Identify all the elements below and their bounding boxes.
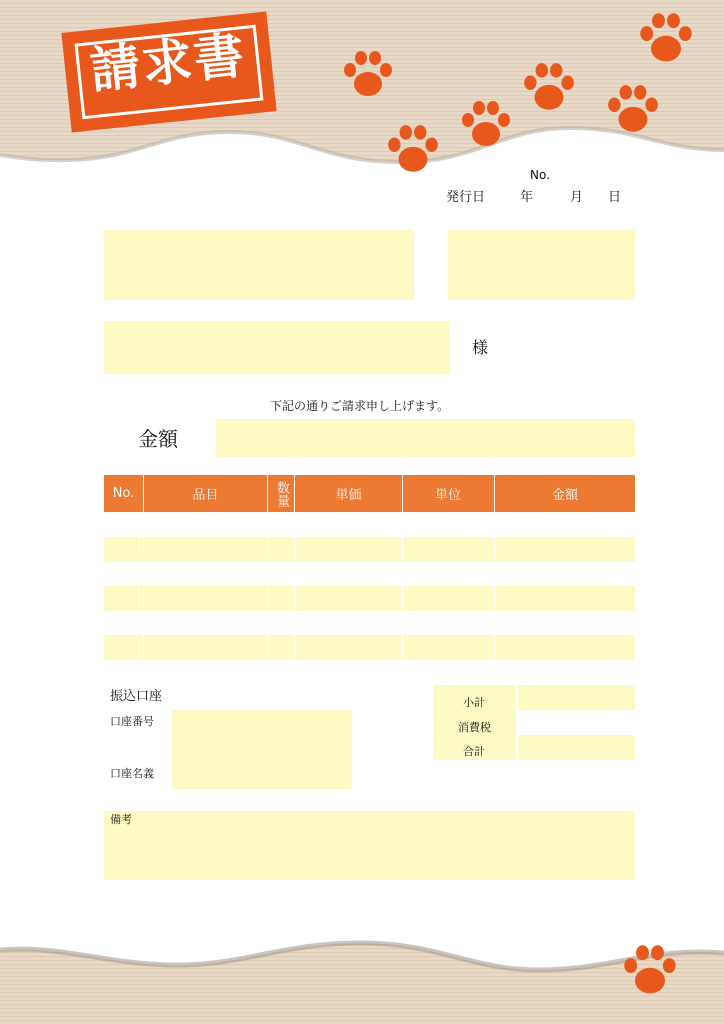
column-header-quantity: 数量 xyxy=(274,480,289,507)
invoice-message: 下記の通りご請求申し上げます。 xyxy=(270,399,450,413)
invoice-title: 請求書 xyxy=(87,26,249,101)
company-info-field[interactable] xyxy=(104,230,414,300)
year-label: 年 xyxy=(520,190,534,205)
subtotal-label: 小計 xyxy=(463,696,485,709)
issue-date-label: 発行日 xyxy=(446,190,486,205)
column-header-unit: 単位 xyxy=(434,488,461,503)
paw-print-icon xyxy=(520,60,578,118)
invoice-number-label: No. xyxy=(530,168,550,182)
tax-label: 消費税 xyxy=(458,721,491,734)
column-header-amount: 金額 xyxy=(551,488,578,503)
honorific-label: 様 xyxy=(472,338,489,357)
paw-print-icon xyxy=(620,942,680,1002)
bank-account-field[interactable] xyxy=(172,710,352,789)
table-row[interactable] xyxy=(104,537,635,562)
subtotal-field[interactable] xyxy=(518,685,635,710)
total-label: 合計 xyxy=(463,745,485,758)
paw-print-icon xyxy=(458,98,514,154)
total-field[interactable] xyxy=(518,735,635,760)
paw-print-icon xyxy=(340,48,396,104)
notes-label: 備考 xyxy=(110,813,132,826)
column-header-no: No. xyxy=(112,486,135,501)
table-row[interactable] xyxy=(104,635,635,660)
paw-print-icon xyxy=(384,122,442,180)
table-row[interactable] xyxy=(104,586,635,611)
day-label: 日 xyxy=(608,190,622,205)
total-amount-field[interactable] xyxy=(216,419,635,457)
invoice-title-stamp xyxy=(61,12,276,133)
account-number-label: 口座番号 xyxy=(110,715,154,728)
notes-field[interactable] xyxy=(104,811,635,880)
bottom-wave-band xyxy=(0,925,724,1024)
column-header-item: 品目 xyxy=(192,488,219,503)
items-table-header xyxy=(104,475,635,512)
paw-print-icon xyxy=(636,10,696,70)
account-name-label: 口座名義 xyxy=(110,767,154,780)
recipient-name-field[interactable] xyxy=(104,321,450,374)
paw-print-icon xyxy=(604,82,662,140)
amount-label: 金額 xyxy=(138,427,178,451)
bank-account-title: 振込口座 xyxy=(110,689,163,704)
column-header-unit-price: 単価 xyxy=(335,488,362,503)
seal-field[interactable] xyxy=(448,230,635,300)
month-label: 月 xyxy=(570,190,584,205)
